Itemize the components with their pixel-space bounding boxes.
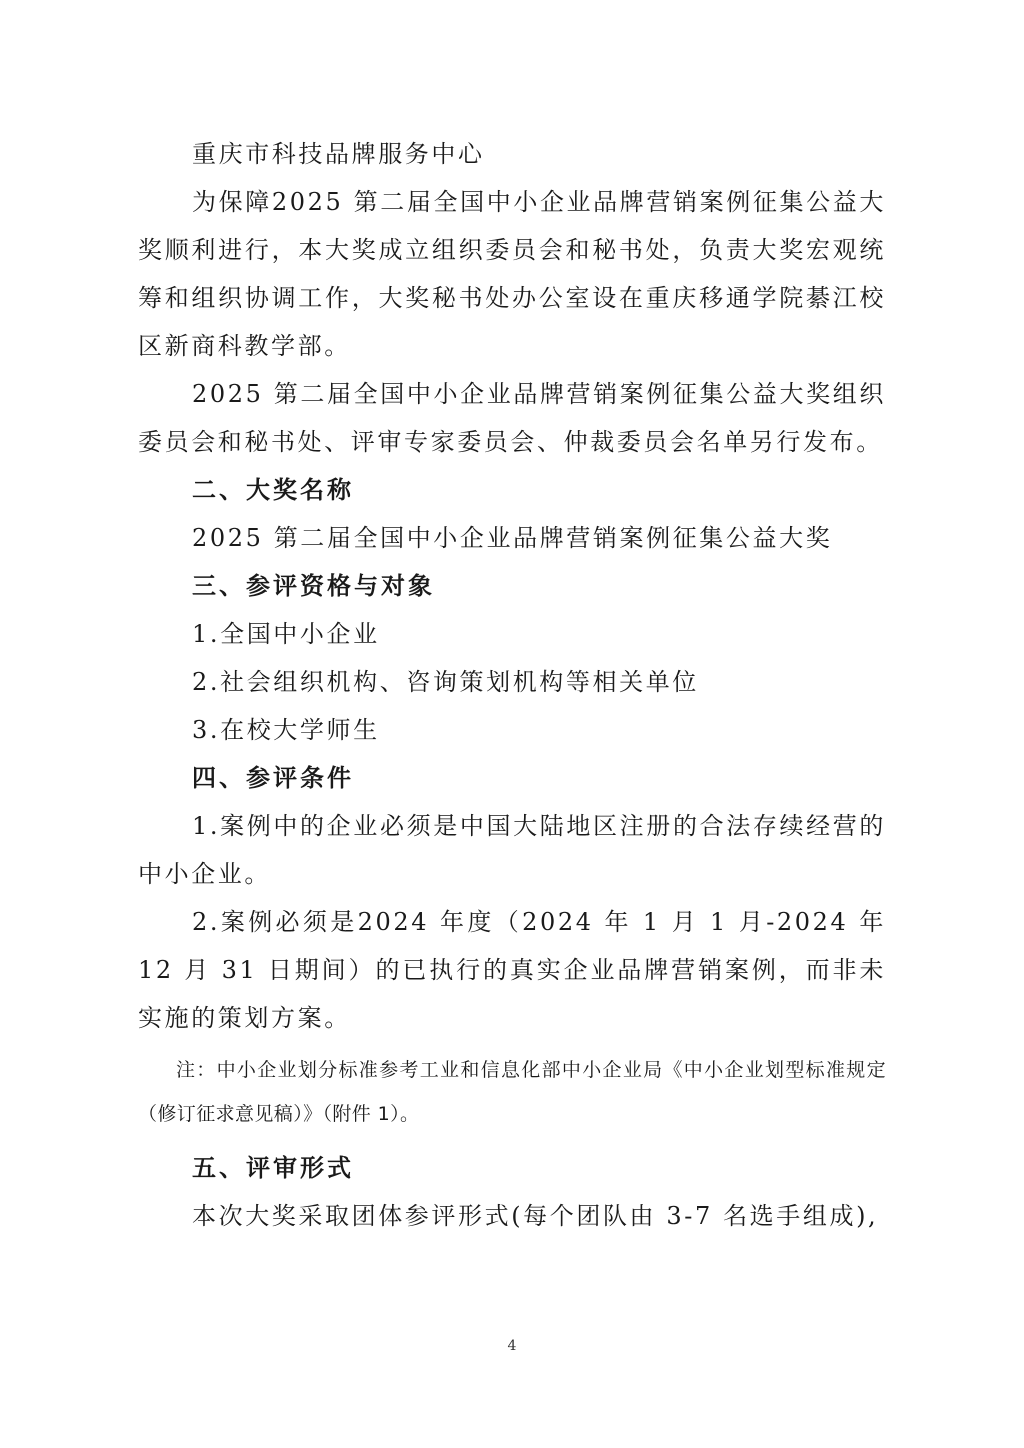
document-body — [138, 130, 886, 1240]
page-number: 4 — [507, 1338, 517, 1354]
section-heading-review-form: 五、评审形式 — [192, 1154, 354, 1182]
section-heading-eligibility: 三、参评资格与对象 — [192, 572, 435, 600]
section-heading-award-name: 二、大奖名称 — [192, 476, 354, 504]
eligibility-item: 1.全国中小企业 — [192, 620, 380, 648]
award-name-paragraph: 2025 第二届全国中小企业品牌营销案例征集公益大奖 — [192, 524, 833, 552]
committee-list-paragraph: 2025 第二届全国中小企业品牌营销案例征集公益大奖组织委员会和秘书处、评审专家委员会、仲裁委员会名单另行发布。 — [138, 380, 886, 456]
eligibility-item: 2.社会组织机构、咨询策划机构等相关单位 — [192, 668, 699, 696]
review-form-paragraph: 本次大奖采取团体参评形式(每个团队由 3-7 名选手组成), — [192, 1202, 879, 1230]
section-heading-conditions: 四、参评条件 — [192, 764, 354, 792]
condition-item: 2.案例必须是2024 年度（2024 年 1 月 1 月-2024 年 12 月 31 日期间）的已执行的真实企业品牌营销案例，而非未实施的策划方案。 — [138, 908, 886, 1032]
secretariat-paragraph: 为保障2025 第二届全国中小企业品牌营销案例征集公益大奖顺利进行，本大奖成立组织委员会和秘书处，负责大奖宏观统筹和组织协调工作，大奖秘书处办公室设在重庆移通学院綦江校区新商科教学部。 — [138, 188, 886, 360]
organizer-paragraph: 重庆市科技品牌服务中心 — [192, 140, 485, 168]
condition-item: 1.案例中的企业必须是中国大陆地区注册的合法存续经营的中小企业。 — [138, 812, 886, 888]
eligibility-item: 3.在校大学师生 — [192, 716, 380, 744]
classification-note: 注：中小企业划分标准参考工业和信息化部中小企业局《中小企业划型标准规定（修订征求意见稿）》（附件 1）。 — [138, 1059, 886, 1125]
